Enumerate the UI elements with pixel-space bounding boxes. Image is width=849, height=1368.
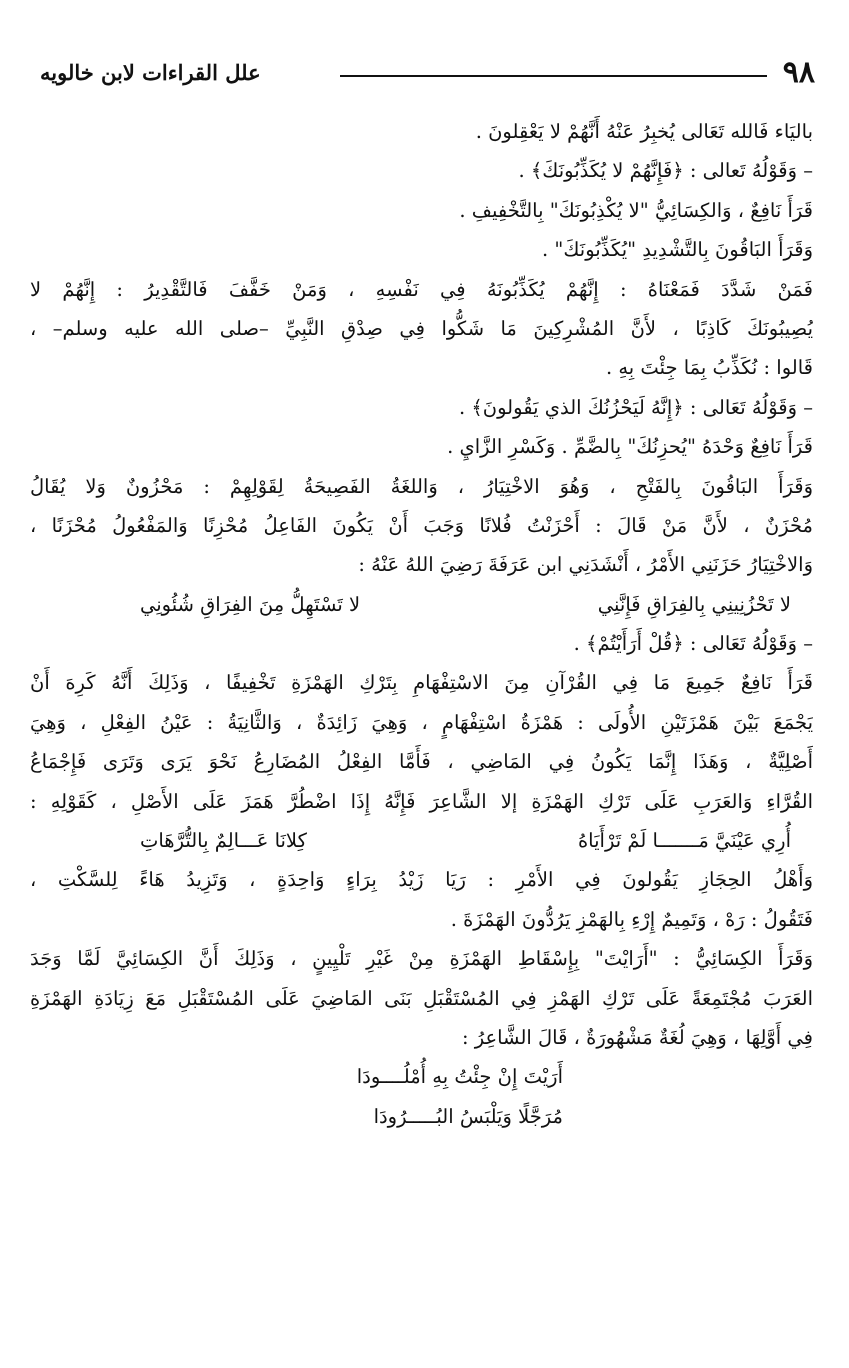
- text-line: قَرَأَ نَافِعٌ ، وَالكِسَائِيُّ "لا يُكْذِبُونَكَ" بِالتَّخْفِيفِ .: [459, 198, 813, 222]
- text-line: وَالاخْتِيَارُ حَزَنَنِي الأَمْرُ ، أَنْشَدَنِي ابن عَرَفَةَ رَضِيَ اللهُ عَنْهُ :: [358, 553, 813, 577]
- verse-line: أَرَيْتَ إِنْ جِئْتُ بِهِ أُمْلُــــودَا: [356, 1065, 563, 1089]
- page-header: [40, 48, 815, 92]
- text-line: فَمَنْ شَدَّدَ فَمَعْنَاهُ : إِنَّهُمْ يُكَذِّبُونَهُ فِي نَفْسِهِ ، وَمَنْ خَفَّفَ فَالتَّقْدِيرُ : إِنَّهُمْ لا: [30, 277, 813, 301]
- text-line: – وَقَوْلُهُ تَعَالى : ﴿إِنَّهُ لَيَحْزُنُكَ الذي يَقُولونَ﴾ .: [458, 395, 813, 419]
- text-line: فِي أَوَّلِهَا ، وَهِيَ لُغَةٌ مَشْهُورَةٌ ، قَالَ الشَّاعِرُ :: [461, 1025, 813, 1049]
- text-line: وَأَهْلُ الحِجَازِ يَقُولونَ فِي الأَمْرِ : رَيَا زَيْدُ بِرَاءٍ وَاحِدَةٍ ، وَتَزِيدُ هَاءً لِلسَّكْتِ ،: [30, 868, 813, 892]
- verse-line: مُرَجَّلًا وَيَلْبَسُ البُـــــرُودَا: [373, 1104, 563, 1128]
- text-line: وَقَرَأَ البَاقُونَ بِالتَّشْدِيدِ "يُكَذِّبُونَكَ" .: [541, 238, 813, 262]
- text-line: العَرَبَ مُجْتَمِعَةً عَلَى تَرْكِ الهَمْزِ فِي المُسْتَقْبَلِ بَنَى المَاضِيَ عَلَى المُسْتَقْبَلِ مَعَ زِيَادَةِ الهَمْزَةِ: [30, 986, 813, 1010]
- verse-hemistich-left: كِلانَا عَـــالِمٌ بِالتُّرَّهَاتِ: [140, 829, 307, 853]
- verse-hemistich-right: لا تَحْزُنِينِي بِالفِرَاقِ فَإِنَّنِي: [597, 592, 791, 616]
- verse-hemistich-left: لا تَسْتَهِلُّ مِنَ الفِرَاقِ شُئُونِي: [140, 592, 361, 616]
- text-line: القُرَّاءِ وَالعَرَبِ عَلَى تَرْكِ الهَمْزَةِ إلا الشَّاعِرَ فَإِنَّهُ إِذَا اضْطُرَّ هَمَزَ عَلَى الأَصْلِ ، كَقَوْلِهِ :: [30, 789, 813, 813]
- text-line: يَجْمَعَ بَيْنَ هَمْزَتَيْنِ الأُولَى : هَمْزَةُ اسْتِفْهَامٍ ، وَهِيَ زَائِدَةٌ ، وَالثَّانِيَةُ : عَيْنُ الفِعْلِ ، وَهِيَ: [30, 710, 813, 734]
- text-line: – وَقَوْلُهُ تَعَالى : ﴿قُلْ أَرَأَيْتُمْ﴾ .: [573, 632, 813, 656]
- text-line: وَقَرَأَ الكِسَائِيُّ : "أَرَايْتَ" بِإِسْقَاطِ الهَمْزَةِ مِنْ غَيْرِ تَلْيِينٍ ، وَذَلِكَ أَنَّ الكِسَائِيَّ لَمَّا وَجَدَ: [30, 947, 813, 971]
- text-line: قَرَأَ نَافِعٌ جَمِيعَ مَا فِي القُرْآنِ مِنَ الاسْتِفْهَامِ بِتَرْكِ الهَمْزَةِ تَخْفِيفًا ، وَذَلِكَ أَنَّهُ كَرِهَ أَنْ: [30, 671, 813, 695]
- text-line: أَصْلِيَّةٌ ، وَهَذَا إِنَّمَا يَكُونُ فِي المَاضِي ، فَأَمَّا الفِعْلُ المُضَارِعُ نَحْوَ يَرَى وَتَرَى فَإِجْمَاعُ: [30, 750, 813, 774]
- running-title: علل القراءات لابن خالويه: [40, 60, 261, 85]
- text-line: يُصِيبُونَكَ كَاذِبًا ، لأَنَّ المُشْرِكِينَ مَا شَكُّوا فِي صِدْقِ النَّبِيِّ –صلى الله عليه وسلم– ،: [30, 316, 813, 340]
- verse-line: [30, 821, 813, 860]
- verse-line: [30, 585, 813, 624]
- body-text: [30, 112, 813, 1136]
- text-line: قَرَأَ نَافِعٌ وَحْدَهُ "يُحزِنُكَ" بِالضَّمِّ . وَكَسْرِ الزَّايِ .: [447, 435, 813, 459]
- text-line: مُحْزَنٌ ، لأَنَّ مَنْ قَالَ : أَحْزَنْتُ فُلانًا وَجَبَ أَنْ يَكُونَ الفَاعِلُ مُحْزِنًا وَالمَفْعُولُ مُحْزَنًا ،: [30, 513, 813, 537]
- header-rule: [340, 75, 767, 77]
- text-line: – وَقَوْلُهُ تَعالى : ﴿فَإِنَّهُمْ لا يُكَذِّبُونَكَ﴾ .: [518, 159, 813, 183]
- text-line: فَتَقُولُ : رَهْ ، وَتَمِيمٌ إِرْءِ بِالهَمْزِ يَرُدُّونَ الهَمْزَةَ .: [450, 907, 813, 931]
- text-line: وَقَرَأَ البَاقُونَ بِالفَتْحِ ، وَهُوَ الاخْتِيَارُ ، وَاللغَةُ الفَصِيحَةُ لِقَوْلِهِمْ : مَحْزُونٌ وَلا يُقَالُ: [30, 474, 813, 498]
- text-line: باليَاء فَالله تَعَالى يُخبِرُ عَنْهُ أَنَّهُمْ لا يَعْقِلونَ .: [475, 120, 813, 143]
- text-line: قَالوا : نُكَذِّبُ بِمَا جِئْتَ بِهِ .: [605, 356, 813, 380]
- verse-hemistich-right: أُرِي عَيْنَيَّ مَـــــــا لَمْ تَرْأَيَاهُ: [577, 829, 791, 853]
- page-number: ٩٨: [782, 55, 815, 90]
